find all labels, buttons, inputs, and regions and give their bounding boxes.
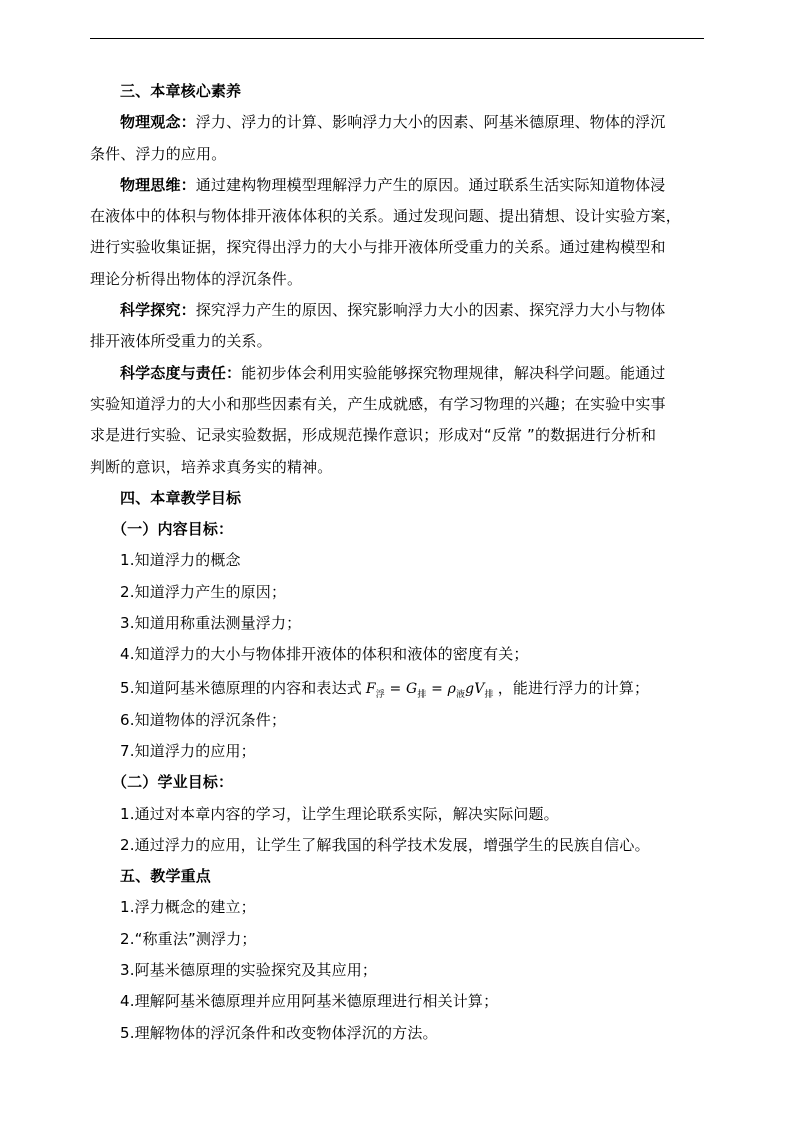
science-attitude-line2: 实验知道浮力的大小和那些因素有关，产生成就感，有学习物理的兴趣；在实验中实事 xyxy=(90,394,666,413)
teaching-focus-item: 4.理解阿基米德原理并应用阿基米德原理进行相关计算； xyxy=(120,992,499,1011)
science-attitude-text: 能初步体会利用实验能够探究物理规律，解决科学问题。能通过 xyxy=(241,363,666,382)
science-attitude-line1 xyxy=(90,358,704,389)
document-body xyxy=(90,76,704,1049)
content-goal-item: 1.知道浮力的概念 xyxy=(120,551,241,570)
science-attitude-line4: 判断的意识，培养求真务实的精神。 xyxy=(90,457,333,476)
content-goal-item5-suffix: ，能进行浮力的计算； xyxy=(497,678,650,697)
physics-thinking-line4: 理论分析得出物体的浮沉条件。 xyxy=(90,269,303,288)
content-goal-item: 2.知道浮力产生的原因； xyxy=(120,582,287,601)
teaching-focus-item: 3.阿基米德原理的实验探究及其应用； xyxy=(120,961,378,980)
physics-concept-label: 物理观念： xyxy=(120,113,196,132)
content-goal-item: 3.知道用称重法测量浮力； xyxy=(120,614,302,633)
section5-heading: 五、教学重点 xyxy=(120,867,211,886)
content-goals-heading: （一）内容目标： xyxy=(112,520,234,539)
physics-concept-text: 浮力、浮力的计算、影响浮力大小的因素、阿基米德原理、物体的浮沉 xyxy=(195,113,666,132)
physics-thinking-label: 物理思维： xyxy=(120,175,196,194)
science-attitude-line3: 求是进行实验、记录实验数据，形成规范操作意识；形成对“反常 ”的数据进行分析和 xyxy=(90,426,657,445)
teaching-focus-item: 2.“称重法”测浮力； xyxy=(120,929,257,948)
section3-heading: 三、本章核心素养 xyxy=(120,82,242,100)
science-inquiry-text: 探究浮力产生的原因、探究影响浮力大小的因素、探究浮力大小与物体 xyxy=(195,301,666,320)
physics-concept-line2: 条件、浮力的应用。 xyxy=(90,144,227,163)
science-attitude-label: 科学态度与责任： xyxy=(120,363,242,382)
physics-concept-line1 xyxy=(90,107,704,138)
content-goal-item-formula xyxy=(90,671,704,705)
physics-thinking-line2: 在液体中的体积与物体排开液体体积的关系。通过发现问题、提出猜想、设计实验方案， xyxy=(90,207,681,226)
content-goal-item: 7.知道浮力的应用； xyxy=(120,741,256,760)
physics-thinking-line3: 进行实验收集证据，探究得出浮力的大小与排开液体所受重力的关系。通过建构模型和 xyxy=(90,238,666,257)
academic-goals-heading: （二）学业目标： xyxy=(112,773,234,792)
header-rule xyxy=(90,38,704,39)
content-goal-item: 6.知道物体的浮沉条件； xyxy=(120,710,287,729)
teaching-focus-item: 5.理解物体的浮沉条件和改变物体浮沉的方法。 xyxy=(120,1023,438,1042)
physics-thinking-text: 通过建构物理模型理解浮力产生的原因。通过联系生活实际知道物体浸 xyxy=(195,175,666,194)
content-goal-item: 4.知道浮力的大小与物体排开液体的体积和液体的密度有关； xyxy=(120,645,529,664)
academic-goal-item: 1.通过对本章内容的学习，让学生理论联系实际，解决实际问题。 xyxy=(120,804,559,823)
academic-goal-item: 2.通过浮力的应用，让学生了解我国的科学技术发展，增强学生的民族自信心。 xyxy=(120,835,650,854)
science-inquiry-line2: 排开液体所受重力的关系。 xyxy=(90,332,272,351)
section4-heading: 四、本章教学目标 xyxy=(120,488,242,507)
physics-thinking-line1 xyxy=(90,170,704,201)
science-inquiry-label: 科学探究： xyxy=(120,301,196,320)
science-inquiry-line1 xyxy=(90,295,704,326)
archimedes-formula: $F_浮 = G_排 = \rho_液gV_排$ xyxy=(365,680,494,700)
content-goal-item5-prefix: 5.知道阿基米德原理的内容和表达式 xyxy=(120,678,362,697)
teaching-focus-item: 1.浮力概念的建立； xyxy=(120,898,256,917)
